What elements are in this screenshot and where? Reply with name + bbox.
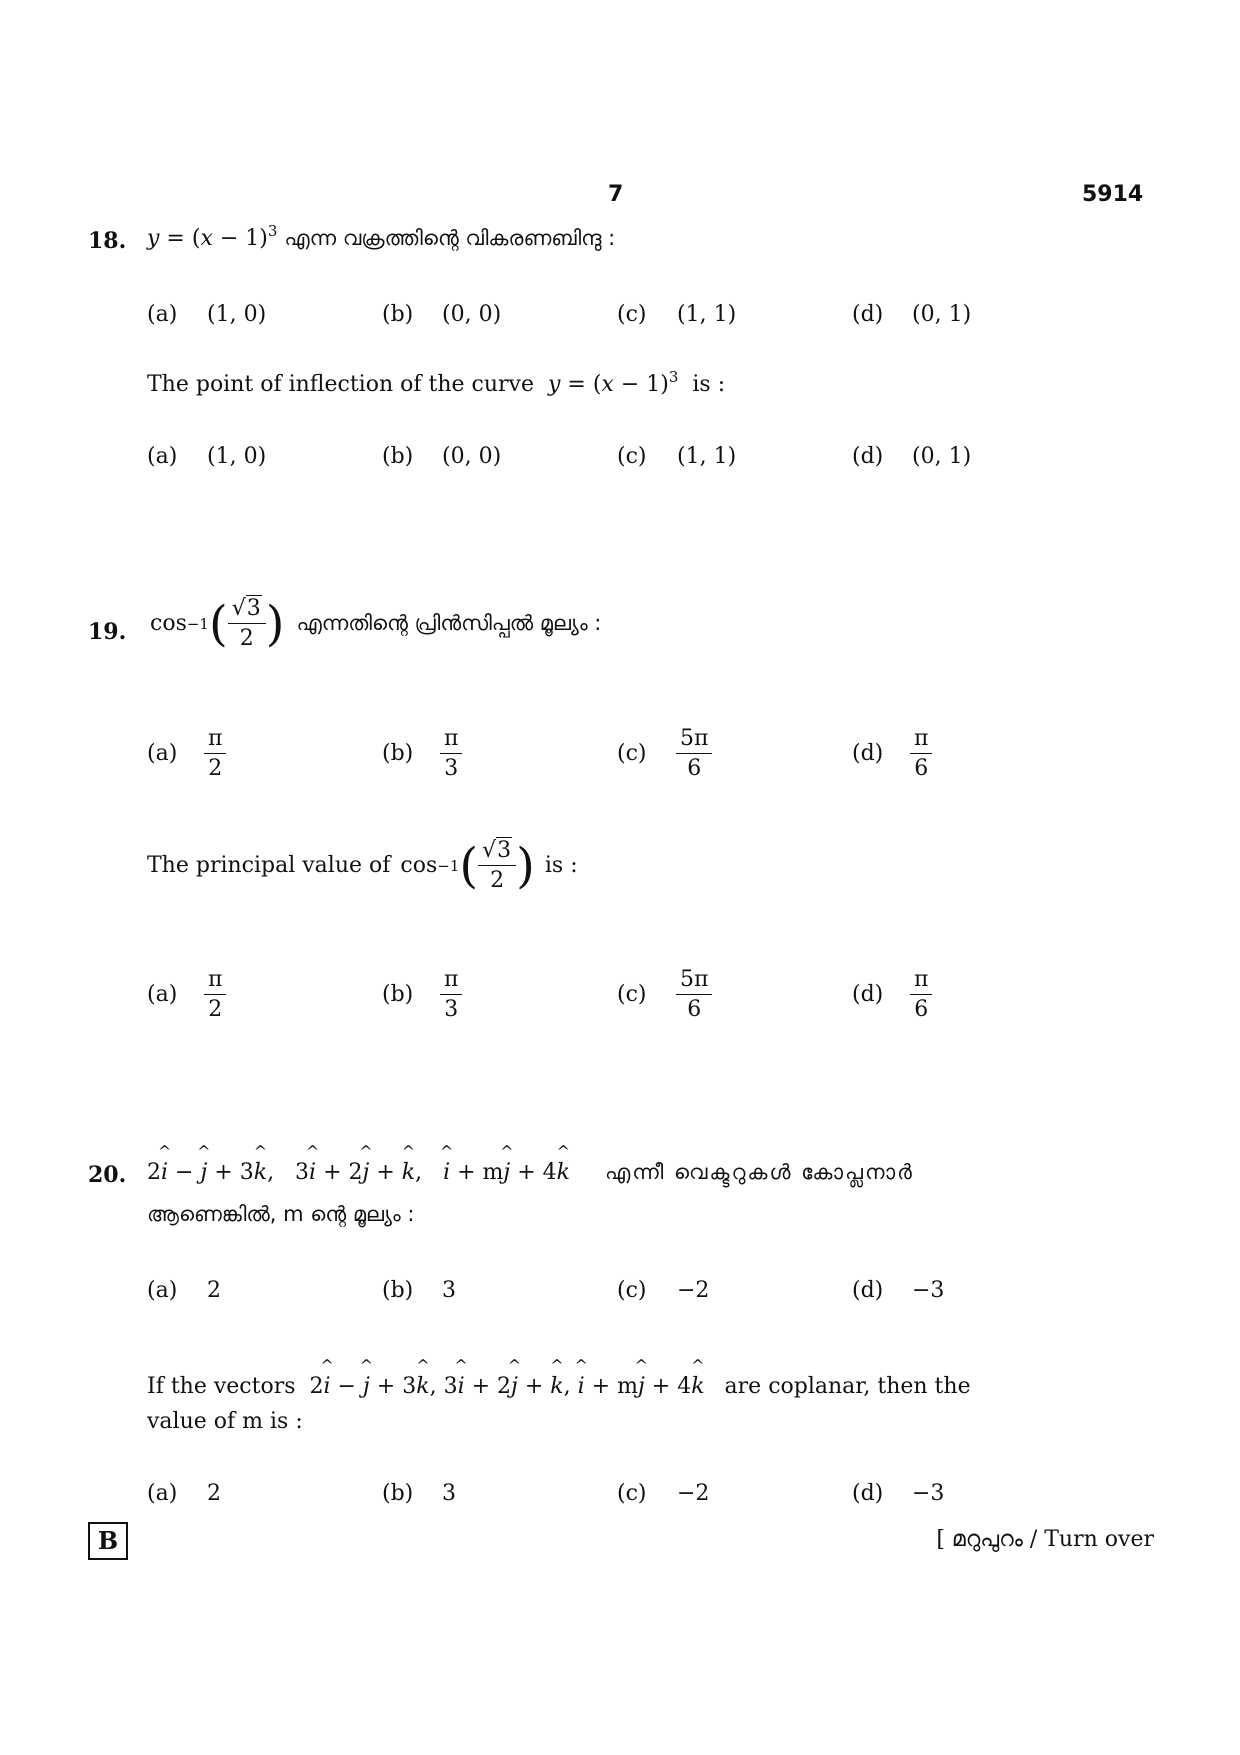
option-a: (a) [147,1481,178,1506]
vector-equation: 2 ^ i − ^ j + 3 ^ k , 3 ^ i + 2 ^ j + ^ k , ^ i + m ^ j + 4 ^ k [302,1356,705,1399]
option-a-fraction: $\frac{\pi}{2}$ [204,967,226,1023]
option-c: (c) [617,1278,647,1303]
question-text-end: is : [544,853,578,879]
turn-over-text: [ മറുപുറം / Turn over [936,1527,1154,1552]
question-19-english [147,838,578,894]
option-c-value: −2 [677,1481,710,1506]
option-b: (b) [382,741,414,766]
option-c: (c) [617,302,647,327]
question-text-line2: value of m is : [147,1409,303,1434]
paper-code: 5914 [1082,182,1144,207]
equation: cos −1 ( $\frac{√3}{2}$ ) [150,595,285,652]
question-text-line2: ആണെങ്കിൽ, m ന്റെ മൂല്യം : [147,1202,415,1226]
question-20-english [147,1356,971,1399]
option-b-fraction: $\frac{\pi}{3}$ [440,967,462,1023]
option-c-value: −2 [677,1278,710,1303]
option-d-value: (0, 1) [912,444,972,469]
option-d: (d) [852,741,884,766]
option-a: (a) [147,1278,178,1303]
option-c: (c) [617,1481,647,1506]
question-text-end: are coplanar, then the [724,1374,971,1399]
option-a-value: (1, 0) [207,444,267,469]
option-a-value: 2 [207,1481,221,1506]
question-text: The point of inflection of the curve [147,372,534,397]
option-b-value: 3 [442,1481,456,1506]
option-c-value: (1, 1) [677,302,737,327]
question-text: എന്നതിന്റെ പ്രിൻസിപ്പൽ മൂല്യം : [296,611,602,636]
option-c-fraction: $\frac{5\pi}{6}$ [676,967,712,1023]
question-number: 19. [88,619,127,645]
option-b-value: 3 [442,1278,456,1303]
option-a-fraction: $\frac{\pi}{2}$ [204,726,226,782]
option-c: (c) [617,982,647,1007]
option-d-value: −3 [912,1481,945,1506]
equation: $y = (x - 1)^3$ [547,368,679,397]
option-b-fraction: $\frac{\pi}{3}$ [440,726,462,782]
option-d: (d) [852,1278,884,1303]
question-number: 20. [88,1162,127,1188]
option-b-value: (0, 0) [442,444,502,469]
version-box: B [88,1522,128,1560]
option-a: (a) [147,444,178,469]
equation: $y = (x - 1)^3$ [147,222,278,251]
option-c-value: (1, 1) [677,444,737,469]
option-a: (a) [147,302,178,327]
option-d: (d) [852,302,884,327]
option-d: (d) [852,444,884,469]
option-b: (b) [382,1278,414,1303]
vector-equation: 2 ^ i − ^ j + 3 ^ k , 3 ^ i + 2 ^ j + ^ k , ^ i + m ^ j + 4 ^ k [147,1142,571,1185]
option-b: (b) [382,1481,414,1506]
option-d-fraction: $\frac{\pi}{6}$ [910,726,932,782]
question-number: 18. [88,228,127,254]
option-c: (c) [617,444,647,469]
option-b: (b) [382,302,414,327]
option-a: (a) [147,741,178,766]
question-text: The principal value of [147,853,391,879]
question-20-malayalam [147,1142,914,1185]
equation: cos −1 ( $\frac{√3}{2}$ ) [400,837,535,894]
option-d-fraction: $\frac{\pi}{6}$ [910,967,932,1023]
option-d-value: −3 [912,1278,945,1303]
question-text: If the vectors [147,1374,296,1399]
option-b-value: (0, 0) [442,302,502,327]
option-a-value: (1, 0) [207,302,267,327]
question-text: എന്നീ വെക്ടറുകൾ കോപ്ലനാർ [605,1160,914,1184]
question-19-malayalam [150,596,601,652]
option-c-fraction: $\frac{5\pi}{6}$ [676,726,712,782]
page-number: 7 [608,182,624,207]
option-c: (c) [617,741,647,766]
question-18-english [147,368,726,397]
option-b: (b) [382,444,414,469]
option-a: (a) [147,982,178,1007]
option-a-value: 2 [207,1278,221,1303]
question-text-end: is : [692,372,726,397]
option-d-value: (0, 1) [912,302,972,327]
question-text: എന്ന വക്രത്തിന്റെ വികരണബിന്ദു : [284,226,616,250]
option-d: (d) [852,1481,884,1506]
option-d: (d) [852,982,884,1007]
option-b: (b) [382,982,414,1007]
question-18-malayalam [147,222,616,251]
